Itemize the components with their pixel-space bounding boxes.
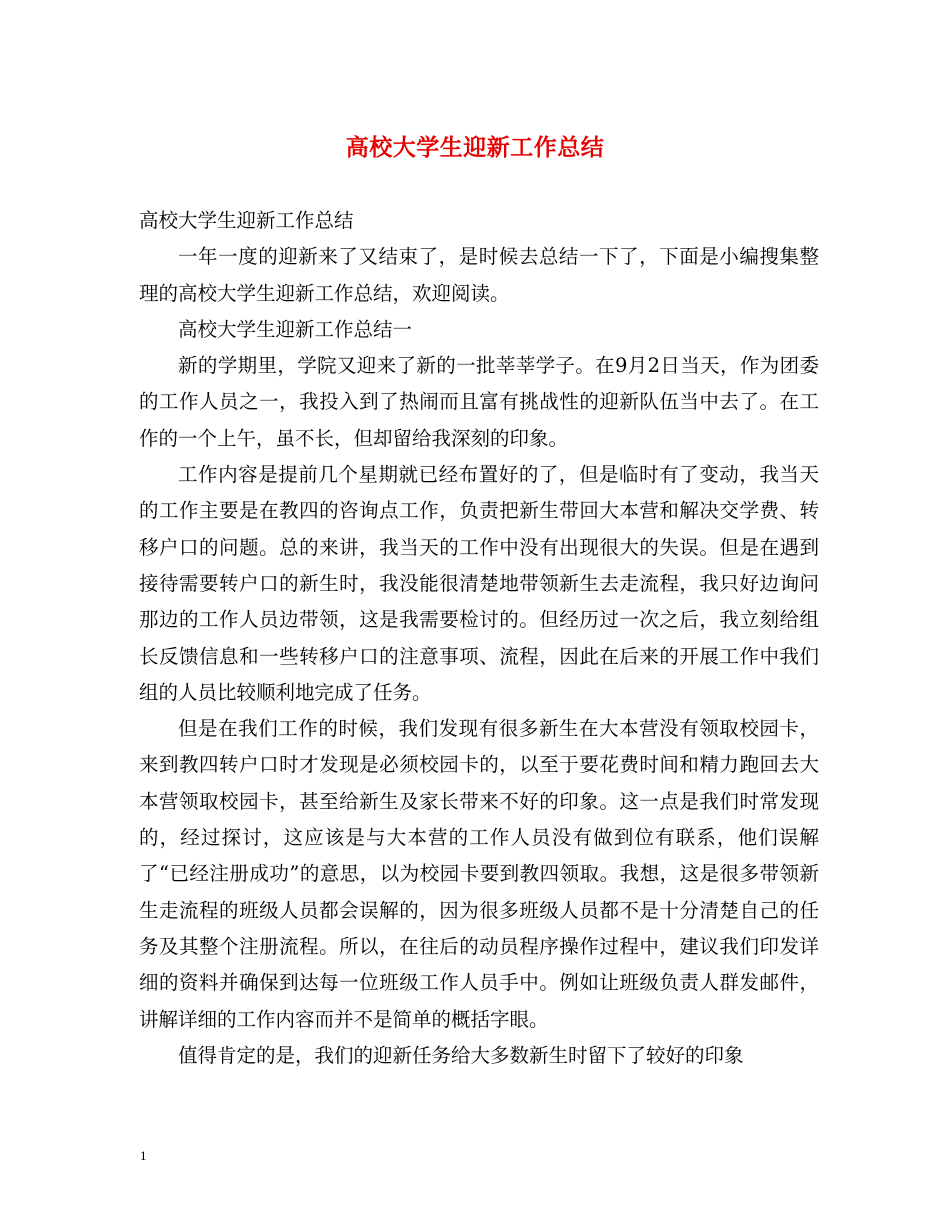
body-paragraph: 工作内容是提前几个星期就已经布置好的了，但是临时有了变动，我当天的工作主要是在教四的咨询点工作，负责把新生带回大本营和解决交学费、转移户口的问题。总的来讲，我当天的工作中没有出现很大的失误。但是在遇到接待需要转户口的新生时，我没能很清楚地带领新生去走流程，我只好边询问那边的工作人员边带领，这是我需要检讨的。但经历过一次之后，我立刻给组长反馈信息和一些转移户口的注意事项、流程，因此在后来的开展工作中我们组的人员比较顺利地完成了任务。: [139, 463, 819, 704]
section-heading: 高校大学生迎新工作总结: [139, 209, 354, 232]
intro-paragraph: 一年一度的迎新来了又结束了，是时候去总结一下了，下面是小编搜集整理的高校大学生迎新工作总结，欢迎阅读。: [139, 245, 819, 305]
body-paragraph: 但是在我们工作的时候，我们发现有很多新生在大本营没有领取校园卡，来到教四转户口时才发现是必须校园卡的，以至于要花费时间和精力跑回去大本营领取校园卡，甚至给新生及家长带来不好的印象。这一点是我们时常发现的，经过探讨，这应该是与大本营的工作人员没有做到位有联系，他们误解了“已经注册成功”的意思，以为校园卡要到教四领取。我想，这是很多带领新生走流程的班级人员都会误解的，因为很多班级人员都不是十分清楚自己的任务及其整个注册流程。所以，在往后的动员程序操作过程中，建议我们印发详细的资料并确保到达每一位班级工作人员手中。例如让班级负责人群发邮件，讲解详细的工作内容而并不是简单的概括字眼。: [139, 717, 819, 1031]
page-number: 1: [140, 1148, 147, 1163]
document-title: 高校大学生迎新工作总结: [345, 134, 605, 161]
subsection-heading: 高校大学生迎新工作总结一: [178, 317, 413, 341]
body-paragraph: 新的学期里，学院又迎来了新的一批莘莘学子。在9月2日当天，作为团委的工作人员之一，我投入到了热闹而且富有挑战性的迎新队伍当中去了。在工作的一个上午，虽不长，但却留给我深刻的印象。: [139, 354, 819, 450]
body-paragraph: 值得肯定的是，我们的迎新任务给大多数新生时留下了较好的印象: [178, 1043, 744, 1067]
document-body: [139, 203, 819, 1074]
